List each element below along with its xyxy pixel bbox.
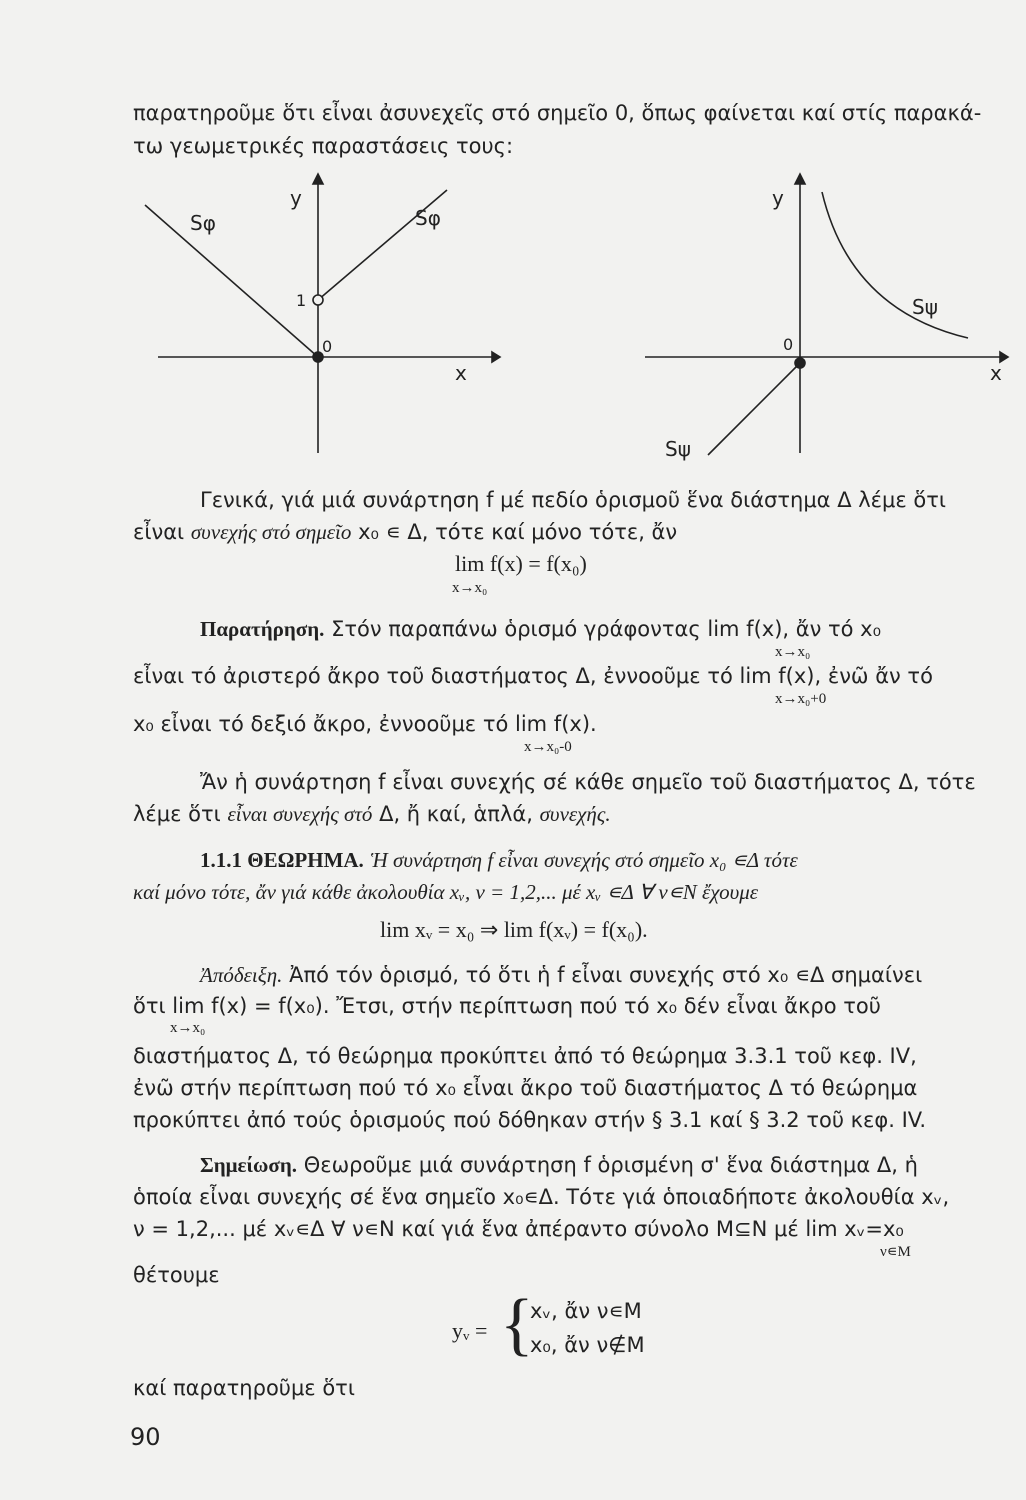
continuity-line-2: λέμε ὅτι εἶναι συνεχής στό Δ, ἤ καί, ἁπλά, συνεχής. xyxy=(133,802,611,826)
note-line-2: ὁποία εἶναι συνεχής σέ ἕνα σημεῖο x₀∊Δ. Τότε γιά ὁποιαδήποτε ἀκολουθία xᵥ, xyxy=(133,1185,950,1209)
right-x-label: x xyxy=(990,361,1002,385)
theorem-line-2: καί μόνο τότε, ἄν γιά κάθε ἀκολουθία xᵥ, ν = 1,2,... μέ xᵥ ∊Δ ∀ ν∊N ἔχουμε xyxy=(133,880,759,904)
remark-sub-2: x→x₀+0 xyxy=(775,691,827,707)
piecewise-brace: { xyxy=(500,1286,534,1363)
note-line-1: Σημείωση. Θεωροῦμε μιά συνάρτηση f ὁρισμένη σ' ἕνα διάστημα Δ, ἡ xyxy=(200,1153,918,1177)
left-x-label: x xyxy=(455,361,467,385)
remark-line-2: εἶναι τό ἀριστερό ἄκρο τοῦ διαστήματος Δ, ἐννοοῦμε τό lim f(x), ἐνῶ ἄν τό xyxy=(133,664,933,688)
intro-line-2: τω γεωμετρικές παραστάσεις τους: xyxy=(133,134,514,158)
piecewise-case-1: xᵥ, ἄν ν∊M xyxy=(530,1299,642,1323)
remark-sub-3: x→x₀-0 xyxy=(524,739,572,755)
intro-line-1: παρατηροῦμε ὅτι εἶναι ἀσυνεχεῖς στό σημεῖο 0, ὅπως φαίνεται καί στίς παρακά- xyxy=(133,101,982,125)
note-sub-3: ν∊M xyxy=(880,1244,911,1260)
remark-line-1: Παρατήρηση. Στόν παραπάνω ὁρισμό γράφοντας lim f(x), ἄν τό x₀ xyxy=(200,617,881,641)
left-x-arrow xyxy=(492,352,500,362)
right-hyperbola xyxy=(822,192,968,338)
continuity-line-1: Ἄν ἡ συνάρτηση f εἶναι συνεχής σέ κάθε σημεῖο τοῦ διαστήματος Δ, τότε xyxy=(200,770,976,794)
proof-line-2: ὅτι lim f(x) = f(x₀). Ἔτσι, στήν περίπτωση πού τό x₀ δέν εἶναι ἄκρο τοῦ xyxy=(133,994,881,1018)
right-origin-dot xyxy=(795,358,805,368)
left-y-arrow xyxy=(313,174,323,184)
right-curve-label-bottom: Sψ xyxy=(665,437,691,461)
theorem-line-1: 1.1.1 ΘΕΩΡΗΜΑ. Ἡ συνάρτηση f εἶναι συνεχής στό σημεῖο x₀ ∊Δ τότε xyxy=(200,848,798,872)
def-limit-sub: x→x₀ xyxy=(452,580,488,596)
proof-line-3: διαστήματος Δ, τό θεώρημα προκύπτει ἀπό τό θεώρημα 3.3.1 τοῦ κεφ. IV, xyxy=(133,1044,917,1068)
left-curve-line xyxy=(145,205,318,357)
def-line-2: εἶναι συνεχής στό σημεῖο x₀ ∊ Δ, τότε καί μόνο τότε, ἄν xyxy=(133,520,678,544)
right-y-arrow xyxy=(795,174,805,184)
right-y-label: y xyxy=(772,186,784,210)
note-line-4: θέτουμε xyxy=(133,1263,220,1287)
right-lower-line xyxy=(708,363,800,455)
def-line-1: Γενικά, γιά μιά συνάρτηση f μέ πεδίο ὁρισμοῦ ἕνα διάστημα Δ λέμε ὅτι xyxy=(200,488,947,512)
proof-line-4: ἐνῶ στήν περίπτωση πού τό x₀ εἶναι ἄκρο τοῦ διαστήματος Δ τό θεώρημα xyxy=(133,1076,918,1100)
figure-right xyxy=(645,174,1008,455)
right-curve-label-top: Sψ xyxy=(912,295,938,319)
def-limit: lim f(x) = f(x₀) xyxy=(455,551,587,576)
theorem-formula: lim xᵥ = x₀ ⇒ lim f(xᵥ) = f(x₀). xyxy=(380,917,648,942)
right-origin-label: 0 xyxy=(783,335,794,354)
piecewise-case-2: x₀, ἄν ν∉M xyxy=(530,1333,645,1357)
left-curve-label-2: Sφ xyxy=(415,206,441,230)
piecewise-lhs: yᵥ = xyxy=(452,1318,488,1343)
note-line-3: ν = 1,2,... μέ xᵥ∊Δ ∀ ν∊N καί γιά ἕνα ἀπέραντο σύνολο M⊆N μέ lim xᵥ=x₀ xyxy=(133,1217,904,1241)
remark-line-3: x₀ εἶναι τό δεξιό ἄκρο, ἐννοοῦμε τό lim f(x). xyxy=(133,712,597,736)
left-curve-label-1: Sφ xyxy=(190,211,216,235)
proof-line-5: προκύπτει ἀπό τούς ὁρισμούς πού δόθηκαν στήν § 3.1 καί § 3.2 τοῦ κεφ. IV. xyxy=(133,1108,927,1132)
remark-sub-1: x→x₀ xyxy=(775,644,811,660)
proof-sub-2: x→x₀ xyxy=(170,1020,206,1036)
open-circle xyxy=(313,295,323,305)
closing-line: καί παρατηροῦμε ὅτι xyxy=(133,1376,355,1400)
left-y-label: y xyxy=(290,186,302,210)
figures xyxy=(0,170,1026,470)
page-number: 90 xyxy=(130,1423,161,1451)
proof-line-1: Ἀπόδειξη. Ἀπό τόν ὁρισμό, τό ὅτι ἡ f εἶναι συνεχής στό x₀ ∊Δ σημαίνει xyxy=(200,963,923,987)
left-origin-label: 0 xyxy=(322,337,333,356)
left-one-label: 1 xyxy=(296,291,307,310)
